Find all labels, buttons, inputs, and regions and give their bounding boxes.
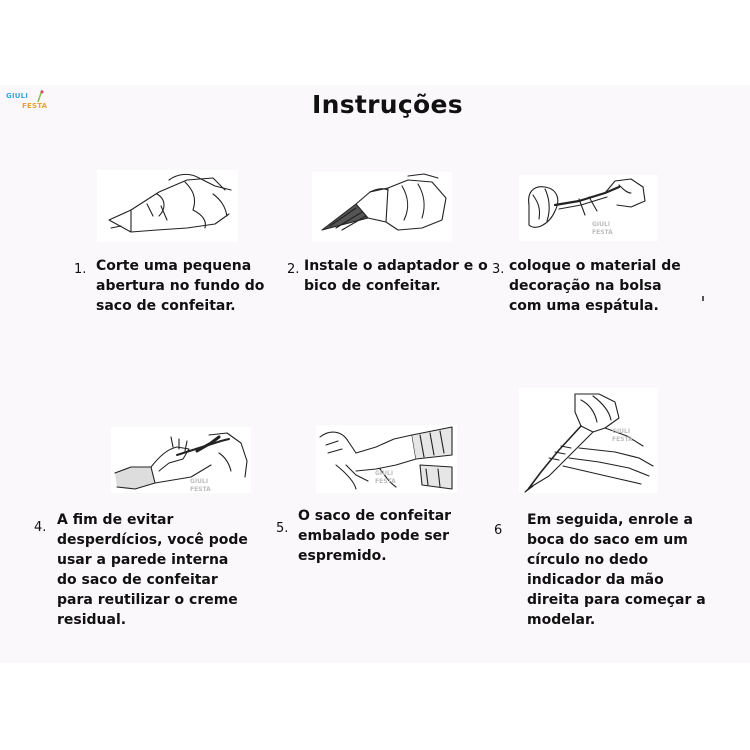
- step-number: 1.: [74, 262, 87, 277]
- stray-mark: [702, 296, 704, 301]
- step-text-line: abertura no fundo do: [96, 278, 265, 294]
- step-text-line: embalado pode ser: [298, 528, 450, 544]
- step-text-line: desperdícios, você pode: [57, 532, 248, 548]
- step-text-line: bico de confeitar.: [304, 278, 441, 294]
- step-text-line: modelar.: [527, 612, 596, 628]
- step-2-text: [304, 256, 488, 296]
- step-text-line: com uma espátula.: [509, 298, 659, 314]
- step-3-illustration: [519, 175, 658, 241]
- step-text-line: Instale o adaptador e o: [304, 258, 488, 274]
- watermark-step-6: GIULI FESTA: [612, 428, 633, 443]
- step-number: 6: [494, 523, 503, 538]
- step-text-line: para reutilizar o creme: [57, 592, 238, 608]
- step-text-line: saco de confeitar.: [96, 298, 236, 314]
- step-6-text: [527, 510, 706, 630]
- step-text-line: O saco de confeitar: [298, 508, 452, 524]
- logo-text-line1: GIULI: [6, 92, 29, 100]
- logo-text-line2: FESTA: [22, 102, 48, 110]
- step-number: 4.: [34, 520, 47, 535]
- step-text-line: decoração na bolsa: [509, 278, 662, 294]
- step-number: 3.: [492, 262, 505, 277]
- cutting-bag-tip-icon: [97, 170, 238, 242]
- piping-tip-install-icon: [312, 172, 452, 242]
- step-2-illustration: [312, 172, 452, 242]
- step-3-text: [509, 256, 681, 316]
- step-text-line: residual.: [57, 612, 127, 628]
- watermark-step-4: GIULI FESTA: [190, 478, 211, 493]
- step-text-line: coloque o material de: [509, 258, 681, 274]
- step-text-line: indicador da mão: [527, 572, 664, 588]
- step-number: 5.: [276, 521, 289, 536]
- step-text-line: Em seguida, enrole a: [527, 512, 693, 528]
- step-text-line: Corte uma pequena: [96, 258, 252, 274]
- watermark-step-3: GIULI FESTA: [592, 221, 613, 236]
- step-number: 2.: [287, 262, 300, 277]
- spatula-filling-icon: [519, 175, 658, 241]
- step-text-line: usar a parede interna: [57, 552, 229, 568]
- watermark-step-5: GIULI FESTA: [375, 470, 396, 485]
- page-title: Instruções: [312, 90, 463, 119]
- step-4-illustration: [111, 427, 251, 493]
- step-text-line: do saco de confeitar: [57, 572, 218, 588]
- step-text-line: direita para começar a: [527, 592, 706, 608]
- scraping-bag-icon: [111, 427, 251, 493]
- step-text-line: círculo no dedo: [527, 552, 649, 568]
- step-text-line: espremido.: [298, 548, 387, 564]
- step-5-text: [298, 506, 451, 566]
- step-text-line: boca do saco em um: [527, 532, 688, 548]
- step-text-line: A fim de evitar: [57, 512, 174, 528]
- step-1-text: [96, 256, 264, 316]
- step-4-text: [57, 510, 248, 630]
- step-1-illustration: [97, 170, 238, 242]
